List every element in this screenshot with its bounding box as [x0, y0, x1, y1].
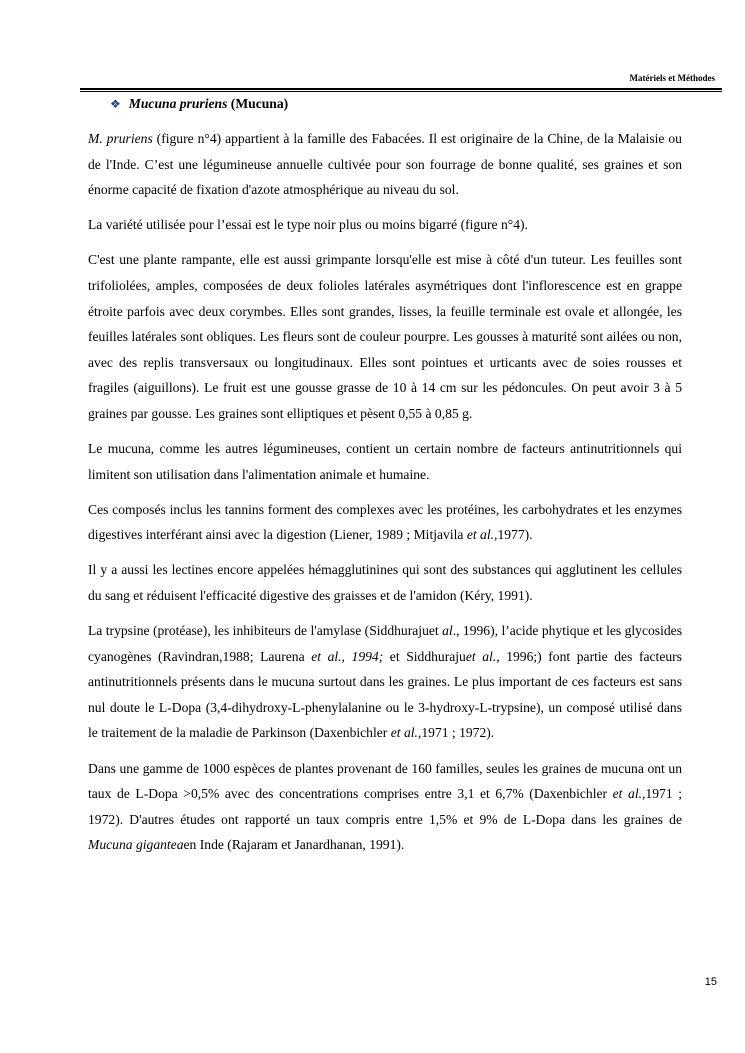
- citation-etal-1994: et al., 1994;: [311, 648, 384, 664]
- section-heading: [110, 96, 682, 112]
- paragraph-3: C'est une plante rampante, elle est aussi grimpante lorsqu'elle est mise à côté d'un tuteur. Les feuilles sont trifoliolées, amples, composées de deux folioles latérales asymétriques dont l'inflorescence est en grappe étroite parfois avec deux corymbes. Elles sont grandes, lisses, la feuille terminale est ovale et allongée, les feuilles latérales sont obliques. Les fleurs sont de couleur pourpre. Les gousses à maturité sont ailées ou non, avec des replis transversaux ou longitudinaux. Elles sont pointues et urticants avec de soies rousses et fragiles (aiguillons). Le fruit est une gousse grasse de 10 à 14 cm sur les pédoncules. On peut avoir 3 à 5 graines par gousse. Les graines sont elliptiques et pèsent 0,55 à 0,85 g.: [88, 252, 682, 421]
- paragraph-5-text: Ces composés inclus les tannins forment des complexes avec les protéines, les carbohydrates et les enzymes digestives interférant ainsi avec la digestion (Liener, 1989 ; Mitjavila: [88, 501, 682, 543]
- paragraph-8-text-c: 1971 ; 1972). D'autres études ont rapporté un taux compris entre 1,5% et 9% de L-Dopa dans les graines de: [88, 786, 682, 827]
- citation-al: al: [442, 623, 453, 639]
- paragraph-7-text-a: La trypsine (protéase), les inhibiteurs de l'amylase (Siddhurajuet: [88, 623, 443, 639]
- paragraph-1: [88, 126, 682, 203]
- paragraph-7-text-g: 1996;) font partie des facteurs antinutritionnels présents dans le mucuna surtout dans les graines. Le plus important de ces facteurs est sans nul doute le L-Dopa (3,4-dihydroxy-L-phenylalanine ou le 3-hydroxy-L-trypsine), un composé utilisé dans le traitement de la maladie de Parkinson (Daxenbichler: [88, 648, 682, 741]
- paragraph-7-text-i: 1971 ; 1972).: [421, 725, 495, 741]
- paragraph-2: La variété utilisée pour l’essai est le type noir plus ou moins bigarré (figure n°4).: [88, 217, 528, 233]
- page-number: 15: [704, 976, 717, 988]
- citation-etal: et al.,: [465, 648, 500, 664]
- paragraph-1-text: (figure n°4) appartient à la famille des Fabacées. Il est originaire de la Chine, de la Malaisie ou de l'Inde. C’est une légumineuse annuelle cultivée pour son fourrage de bonne qualité, ses graines et son énorme capacité de fixation d'azote atmosphérique au niveau du sol.: [88, 131, 682, 198]
- paragraph-8-text-a: Dans une gamme de 1000 espèces de plantes provenant de 160 familles, seules les graines de mucuna ont un taux de L-Dopa >0,5% avec des concentrations comprises entre 3,1 et 6,7% (Daxenbichler: [88, 760, 682, 802]
- paragraph-8-text-e: en Inde (Rajaram et Janardhanan, 1991).: [183, 837, 405, 853]
- section-title-paren-close: ): [283, 96, 289, 111]
- document-body: [88, 96, 682, 867]
- paragraph-4: Le mucuna, comme les autres légumineuses, contient un certain nombre de facteurs antinutritionnels qui limitent son utilisation dans l'alimentation animale et humaine.: [88, 441, 682, 482]
- paragraph-7: [88, 618, 682, 746]
- paragraph-7-text-c: ., 1996), l’acide phytique et les glycosides cyanogènes (Ravindran,1988; Laurena: [88, 623, 682, 664]
- species-name: M. pruriens: [88, 131, 153, 146]
- paragraph-5: [88, 497, 682, 548]
- header-divider: [80, 88, 722, 90]
- citation-etal: et al.,: [612, 786, 646, 802]
- diamond-bullet-icon: ❖: [110, 96, 121, 111]
- species-name-gigantea: Mucuna gigantea: [88, 837, 184, 853]
- paragraph-6: Il y a aussi les lectines encore appelées hémagglutinines qui sont des substances qui agglutinent les cellules du sang et réduisent l'efficacité digestive des graisses et de l'amidon (Kéry, 1991).: [88, 562, 682, 603]
- section-title-common: Mucuna: [235, 96, 284, 111]
- header-title: Matériels et Méthodes: [629, 73, 715, 83]
- paragraph-8: [88, 756, 682, 858]
- paragraph-5-end: 1977).: [497, 527, 533, 543]
- citation-etal: et al.,: [390, 725, 422, 741]
- paragraph-7-text-e: et Siddhuraju: [383, 648, 466, 664]
- citation-etal: et al.,: [466, 527, 498, 543]
- section-title-scientific: Mucuna pruriens: [128, 96, 228, 111]
- section-title-paren-open: (: [227, 96, 236, 111]
